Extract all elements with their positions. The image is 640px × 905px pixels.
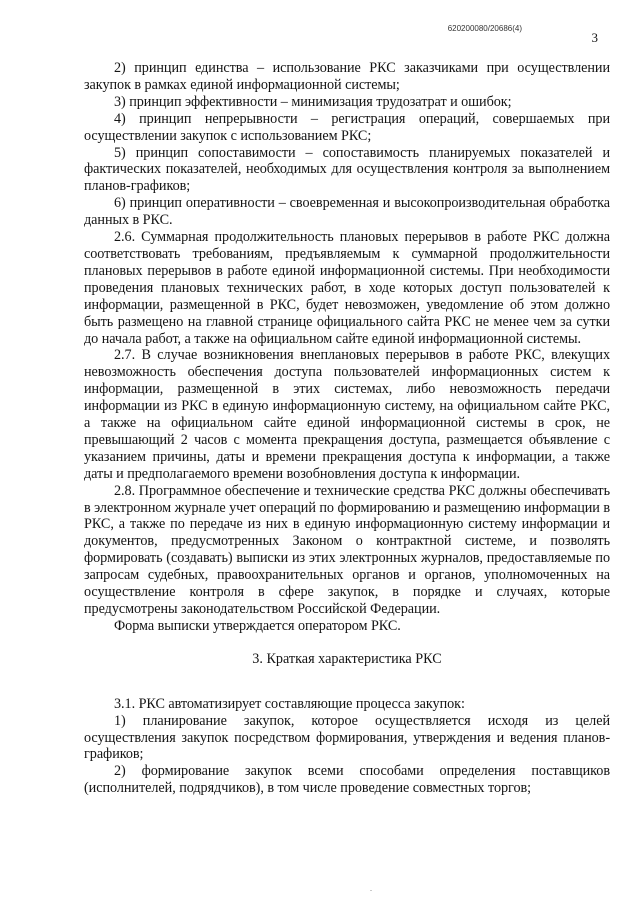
paragraph: Форма выписки утверждается оператором РКС. <box>114 617 401 634</box>
paragraph: 3) принцип эффективности – минимизация трудозатрат и ошибок; <box>114 93 512 110</box>
paragraph: 2.6. Суммарная продолжительность плановых перерывов в работе РКС должна соответствовать требованиям, предъявляемым к суммарной продолжительности плановых перерывов в работе единой информационной системы. При необходимости проведения плановых технических работ, в ходе которых доступ пользователей к информации, размещенной в РКС, будет невозможен, уведомление об этом должно быть размещено на главной странице официального сайта РКС не менее чем за сутки до начала работ, а также на официальном сайте единой информационной системы. <box>84 229 610 347</box>
paragraph: 6) принцип оперативности – своевременная и высокопроизводительная обработка данных в РКС. <box>84 195 610 229</box>
document-body <box>84 60 610 797</box>
paragraph: 2.7. В случае возникновения внеплановых перерывов в работе РКС, влекущих невозможность обеспечения доступа пользователей информационных систем к информации, размещенной в этих системах, либо невозможность передачи информации из РКС в единую информационную систему, на официальном сайте РКС, а также на официальном сайте единой информационной системы в срок, не превышающий 2 часов с момента прекращения доступа, размещается объявление с указанием причины, даты и времени прекращения доступа к информации, а также даты и предполагаемого времени возобновления доступа к информации. <box>84 347 610 482</box>
paragraph: 5) принцип сопоставимости – сопоставимость планируемых показателей и фактических показателей, необходимых для осуществления контроля за выполнением планов-графиков; <box>84 144 610 195</box>
paragraph: 1) планирование закупок, которое осуществляется исходя из целей осуществления закупок посредством формирования, утверждения и ведения планов-графиков; <box>84 712 610 763</box>
section-heading: 3. Краткая характеристика РКС <box>252 650 442 667</box>
footer-mark: . <box>370 884 372 893</box>
page-number: 3 <box>591 30 598 45</box>
document-id: 620200080/20686(4) <box>447 24 522 33</box>
paragraph: 4) принцип непрерывности – регистрация операций, совершаемых при осуществлении закупок с использованием РКС; <box>84 110 610 144</box>
paragraph: 2.8. Программное обеспечение и технические средства РКС должны обеспечивать в электронном журнале учет операций по формированию и размещению информации в РКС, а также по передаче из них в единую информационную систему информации и документов, предусмотренных Законом о контрактной системе, и позволять формировать (создавать) выписки из этих электронных журналов, предоставляемые по запросам судебных, правоохранительных органов и органов, уполномоченных на осуществление контроля в сфере закупок, в порядке и случаях, которые предусмотрены законодательством Российской Федерации. <box>84 482 610 617</box>
paragraph: 2) формирование закупок всеми способами определения поставщиков (исполнителей, подрядчиков), в том числе проведение совместных торгов; <box>84 763 610 797</box>
paragraph: 3.1. РКС автоматизирует составляющие процесса закупок: <box>114 695 465 712</box>
paragraph: 2) принцип единства – использование РКС заказчиками при осуществлении закупок в рамках единой информационной системы; <box>84 60 610 93</box>
